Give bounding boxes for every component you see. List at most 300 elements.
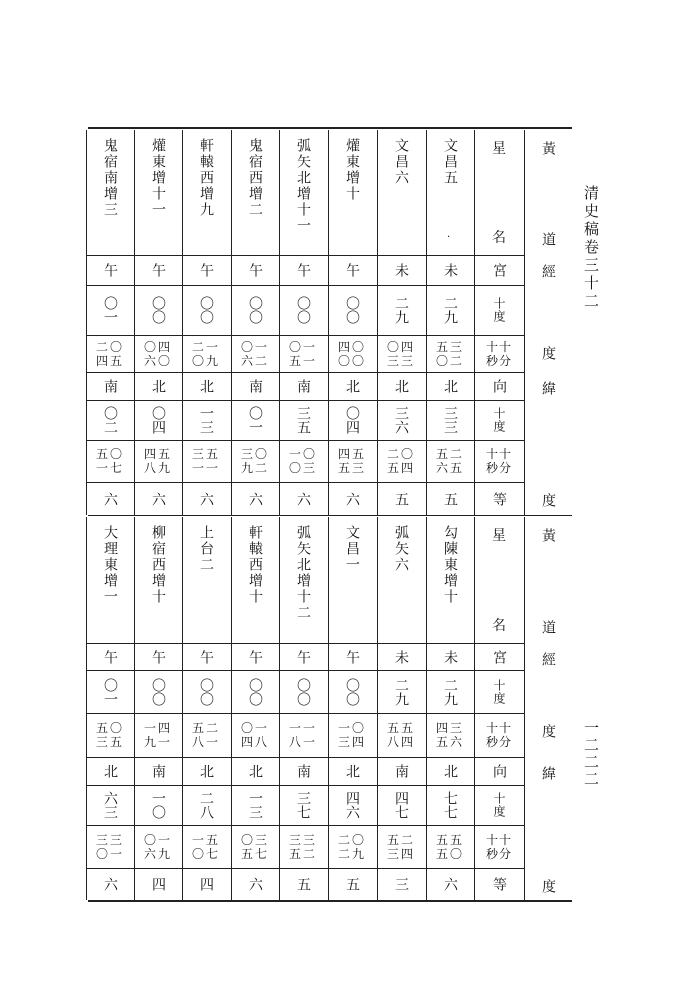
value-cell-lat-min-text: 〇三 五七 [240, 832, 269, 861]
value-cell-lon-deg [182, 285, 230, 335]
value-cell-magnitude [231, 868, 279, 900]
value-cell-direction-text: 北 [442, 379, 458, 393]
value-cell-direction [328, 372, 376, 400]
value-cell-lat-deg-text: 三七 [295, 791, 311, 819]
label-degree [474, 785, 524, 825]
value-cell-palace-text: 未 [393, 649, 409, 664]
value-cell-lon-deg-text: 〇〇 [198, 296, 214, 324]
value-cell-lat-min-text: 二〇 五四 [386, 447, 415, 475]
star-name-cell-text: 上台二 [198, 525, 214, 573]
label-magnitude-text: 等 [491, 877, 507, 891]
label-direction [474, 757, 524, 785]
label-magnitude-text: 等 [491, 491, 507, 506]
value-cell-direction [134, 757, 182, 785]
value-cell-lon-min [426, 335, 474, 372]
value-cell-lat-min [328, 825, 376, 868]
label-star: 星 [492, 141, 506, 157]
value-cell-lat-deg [86, 785, 134, 825]
value-cell-direction-text: 南 [295, 379, 311, 393]
value-cell-lat-min [279, 825, 327, 868]
header-du [524, 343, 572, 363]
value-cell-palace-text: 未 [442, 649, 458, 664]
value-cell-magnitude [86, 482, 134, 515]
star-name-cell [328, 130, 376, 263]
value-cell-lon-min-text: 〇一 五一 [288, 339, 317, 368]
value-cell-lat-min [182, 825, 230, 868]
value-cell-lon-deg [134, 670, 182, 713]
value-cell-magnitude [134, 482, 182, 515]
value-cell-lon-min-text: 二〇 四五 [95, 339, 124, 368]
value-cell-lon-min [279, 335, 327, 372]
value-cell-lat-deg [279, 400, 327, 440]
value-cell-direction [377, 757, 425, 785]
value-cell-direction-text: 北 [102, 764, 118, 778]
value-cell-magnitude [328, 482, 376, 515]
value-cell-magnitude-text: 五 [442, 491, 458, 506]
value-cell-palace-text: 午 [295, 649, 311, 664]
star-name-cell-text: 爟東增十 [344, 138, 360, 202]
value-cell-lon-min-text: 一一 八一 [288, 721, 317, 749]
header-huang [524, 525, 572, 545]
star-name-cell [134, 130, 182, 263]
value-cell-magnitude [86, 868, 134, 900]
value-cell-lat-deg-text: 二八 [198, 791, 214, 819]
value-cell-palace [134, 643, 182, 670]
value-cell-lon-min-text: 〇四 三三 [386, 339, 415, 368]
star-name-cell [279, 517, 327, 651]
header-dao-text: 道 [540, 620, 556, 634]
header-dao-text: 道 [540, 232, 556, 246]
value-cell-lat-deg-text: 〇二 [102, 406, 118, 434]
running-head: 清史稿卷三十二 [582, 185, 600, 311]
header-wei-text: 緯 [540, 381, 556, 395]
value-cell-direction-text: 北 [247, 764, 263, 778]
label-min-sec [474, 713, 524, 757]
column-rule [524, 517, 525, 900]
table-top-rule [88, 127, 572, 129]
value-cell-lon-min [182, 335, 230, 372]
header-du [524, 490, 572, 510]
label-name: 名 [492, 618, 506, 634]
value-cell-lon-deg-text: 〇一 [102, 677, 118, 706]
value-cell-magnitude-text: 六 [102, 877, 118, 891]
star-name-cell [182, 517, 230, 651]
value-cell-lat-deg [231, 785, 279, 825]
value-cell-lat-deg [377, 785, 425, 825]
value-cell-lon-deg [182, 670, 230, 713]
value-cell-direction-text: 北 [393, 379, 409, 393]
page-number: 一二二二 [582, 720, 600, 788]
value-cell-lat-min [86, 825, 134, 868]
value-cell-lat-deg-text: 六三 [102, 791, 118, 819]
value-cell-magnitude-text: 六 [247, 491, 263, 506]
value-cell-lon-deg-text: 〇〇 [295, 296, 311, 324]
value-cell-direction [279, 757, 327, 785]
value-cell-lon-deg-text: 〇〇 [295, 677, 311, 706]
value-cell-palace-text: 午 [295, 263, 311, 277]
star-name-cell-text: 文昌六 [393, 138, 409, 186]
value-cell-magnitude [279, 482, 327, 515]
value-cell-palace [134, 255, 182, 285]
value-cell-lon-deg [328, 670, 376, 713]
value-cell-magnitude-text: 六 [150, 491, 166, 506]
label-degree [474, 670, 524, 713]
value-cell-palace-text: 午 [102, 263, 118, 277]
label-star-name [474, 130, 524, 255]
value-cell-lat-deg [328, 400, 376, 440]
star-name-cell [134, 517, 182, 651]
star-name-cell [377, 517, 425, 651]
value-cell-lon-min-text: 四〇 〇〇 [337, 339, 366, 368]
value-cell-lat-deg [182, 400, 230, 440]
value-cell-lat-min [279, 440, 327, 482]
value-cell-palace-text: 午 [344, 649, 360, 664]
stray-dot: · [447, 232, 451, 243]
value-cell-magnitude-text: 三 [393, 877, 409, 891]
value-cell-lat-min-text: 三三 〇一 [95, 832, 124, 861]
value-cell-lat-deg-text: 三三 [442, 406, 458, 434]
star-name-cell-text: 文昌五 [442, 138, 458, 186]
star-name-cell-text: 軒轅西增十 [247, 525, 263, 605]
value-cell-lon-min-text: 一四 九一 [143, 721, 172, 749]
header-du-text: 度 [540, 346, 556, 360]
column-rule [524, 130, 525, 515]
value-cell-palace [426, 643, 474, 670]
value-cell-direction-text: 南 [247, 379, 263, 393]
value-cell-lon-deg [377, 670, 425, 713]
value-cell-palace [182, 255, 230, 285]
value-cell-lat-min-text: 三三 五二 [288, 832, 317, 861]
value-cell-magnitude [328, 868, 376, 900]
value-cell-lat-min [231, 440, 279, 482]
star-name-cell [377, 130, 425, 263]
header-jing-text: 經 [540, 652, 556, 666]
value-cell-palace [279, 643, 327, 670]
star-name-cell [426, 517, 474, 651]
value-cell-lat-min [182, 440, 230, 482]
value-cell-lon-deg-text: 〇〇 [344, 296, 360, 324]
value-cell-palace-text: 午 [247, 649, 263, 664]
value-cell-lon-deg-text: 〇一 [102, 296, 118, 324]
value-cell-lon-min [86, 335, 134, 372]
value-cell-palace [328, 643, 376, 670]
value-cell-lat-deg [377, 400, 425, 440]
star-name-cell [279, 130, 327, 263]
value-cell-lon-deg [231, 285, 279, 335]
value-cell-palace [86, 643, 134, 670]
label-magnitude [474, 482, 524, 515]
value-cell-lon-min [377, 713, 425, 757]
value-cell-lat-deg-text: 三五 [295, 406, 311, 434]
value-cell-direction-text: 北 [344, 764, 360, 778]
value-cell-palace-text: 午 [198, 649, 214, 664]
value-cell-palace-text: 未 [393, 263, 409, 277]
value-cell-palace-text: 午 [198, 263, 214, 277]
value-cell-lat-min [86, 440, 134, 482]
value-cell-palace-text: 午 [344, 263, 360, 277]
value-cell-lat-deg [86, 400, 134, 440]
star-name-cell [328, 517, 376, 651]
value-cell-lon-deg [231, 670, 279, 713]
value-cell-direction-text: 南 [295, 764, 311, 778]
value-cell-lat-min [426, 440, 474, 482]
value-cell-lat-min-text: 五五 五〇 [435, 832, 464, 861]
value-cell-lat-deg-text: 一三 [247, 791, 263, 819]
label-min-sec [474, 825, 524, 868]
header-wei [524, 763, 572, 783]
value-cell-lon-deg-text: 〇〇 [344, 677, 360, 706]
value-cell-lon-min [279, 713, 327, 757]
value-cell-lat-min-text: 四五 八九 [143, 447, 172, 475]
value-cell-direction [231, 757, 279, 785]
value-cell-magnitude [377, 868, 425, 900]
star-name-cell-text: 文昌一 [344, 525, 360, 573]
label-star-name [474, 517, 524, 643]
value-cell-lon-deg [426, 670, 474, 713]
value-cell-magnitude [231, 482, 279, 515]
label-star: 星 [492, 528, 506, 544]
value-cell-direction-text: 北 [198, 379, 214, 393]
value-cell-lat-deg-text: 四七 [393, 791, 409, 819]
value-cell-magnitude-text: 五 [393, 491, 409, 506]
value-cell-lon-deg [279, 285, 327, 335]
label-direction-text: 向 [491, 764, 507, 778]
value-cell-lat-min-text: 三五 一一 [191, 447, 220, 475]
value-cell-lon-min [328, 713, 376, 757]
label-palace-text: 宮 [491, 649, 507, 664]
value-cell-lon-min [426, 713, 474, 757]
value-cell-palace [231, 643, 279, 670]
star-name-cell-text: 鬼宿南增三 [102, 138, 118, 218]
header-du-text: 度 [540, 724, 556, 738]
value-cell-lon-min [377, 335, 425, 372]
value-cell-lon-min [231, 713, 279, 757]
star-name-cell [426, 130, 474, 263]
star-name-cell-text: 軒轅西增九 [198, 138, 214, 218]
star-name-cell-text: 弧矢北增十二 [295, 525, 311, 621]
value-cell-lon-min [134, 335, 182, 372]
label-min-sec [474, 335, 524, 372]
value-cell-magnitude [426, 482, 474, 515]
header-du-text: 度 [540, 879, 556, 893]
value-cell-lat-deg [279, 785, 327, 825]
value-cell-direction [86, 757, 134, 785]
label-degree-text: 十度 [492, 407, 506, 433]
value-cell-lat-min [134, 440, 182, 482]
value-cell-direction [86, 372, 134, 400]
value-cell-magnitude-text: 六 [102, 491, 118, 506]
value-cell-magnitude [377, 482, 425, 515]
value-cell-lat-min [426, 825, 474, 868]
value-cell-direction-text: 北 [344, 379, 360, 393]
value-cell-lon-deg-text: 〇〇 [150, 296, 166, 324]
header-du [524, 721, 572, 741]
value-cell-lat-min [134, 825, 182, 868]
value-cell-palace-text: 午 [247, 263, 263, 277]
value-cell-magnitude [426, 868, 474, 900]
value-cell-direction [426, 372, 474, 400]
value-cell-palace [182, 643, 230, 670]
value-cell-lon-min-text: 四三 五六 [435, 721, 464, 749]
value-cell-lat-min-text: 四五 五三 [337, 447, 366, 475]
value-cell-lat-deg-text: 〇一 [247, 406, 263, 434]
value-cell-direction [182, 757, 230, 785]
value-cell-lon-deg-text: 二九 [442, 296, 458, 324]
table-bottom-rule [88, 900, 572, 902]
value-cell-direction [134, 372, 182, 400]
value-cell-direction [231, 372, 279, 400]
value-cell-direction-text: 南 [102, 379, 118, 393]
value-cell-lon-min-text: 〇一 六二 [240, 339, 269, 368]
value-cell-lat-min [231, 825, 279, 868]
value-cell-lon-deg-text: 二九 [393, 677, 409, 706]
value-cell-lon-min-text: 五〇 三五 [95, 721, 124, 749]
value-cell-lon-min-text: 五三 〇二 [435, 339, 464, 368]
value-cell-lon-min [86, 713, 134, 757]
value-cell-lon-deg-text: 〇〇 [247, 677, 263, 706]
value-cell-lat-deg [134, 400, 182, 440]
value-cell-direction [279, 372, 327, 400]
value-cell-direction-text: 南 [150, 764, 166, 778]
value-cell-magnitude [279, 868, 327, 900]
value-cell-lat-min-text: 〇一 六九 [143, 832, 172, 861]
value-cell-lon-deg [86, 285, 134, 335]
value-cell-magnitude-text: 四 [150, 877, 166, 891]
value-cell-lat-min-text: 一五 〇七 [191, 832, 220, 861]
value-cell-lon-min-text: 五二 八一 [191, 721, 220, 749]
value-cell-lon-deg [377, 285, 425, 335]
value-cell-lat-deg [134, 785, 182, 825]
value-cell-magnitude-text: 六 [442, 877, 458, 891]
section-divider [88, 515, 572, 516]
value-cell-direction-text: 北 [442, 764, 458, 778]
star-name-cell-text: 大理東增一 [102, 525, 118, 605]
value-cell-lon-deg [328, 285, 376, 335]
star-name-cell [182, 130, 230, 263]
value-cell-lon-deg [426, 285, 474, 335]
value-cell-direction [328, 757, 376, 785]
value-cell-palace-text: 未 [442, 263, 458, 277]
value-cell-lon-deg [279, 670, 327, 713]
value-cell-palace-text: 午 [150, 263, 166, 277]
value-cell-lat-deg [182, 785, 230, 825]
star-name-cell-text: 弧矢六 [393, 525, 409, 573]
label-magnitude [474, 868, 524, 900]
header-du [524, 876, 572, 896]
label-degree-text: 十度 [492, 678, 506, 705]
value-cell-magnitude-text: 六 [344, 491, 360, 506]
value-cell-lon-min-text: 一〇 三四 [337, 721, 366, 749]
value-cell-lat-min-text: 五二 三四 [386, 832, 415, 861]
value-cell-direction [426, 757, 474, 785]
value-cell-lat-deg [426, 785, 474, 825]
value-cell-lon-deg-text: 〇〇 [150, 677, 166, 706]
value-cell-lat-min-text: 一〇 〇三 [288, 447, 317, 475]
value-cell-magnitude-text: 六 [247, 877, 263, 891]
value-cell-lon-deg [134, 285, 182, 335]
header-huang [524, 138, 572, 158]
header-jing [524, 649, 572, 669]
value-cell-lon-min [182, 713, 230, 757]
star-name-cell-text: 勾陳東增十 [442, 525, 458, 605]
value-cell-magnitude-text: 四 [198, 877, 214, 891]
value-cell-lat-deg-text: 一〇 [150, 791, 166, 819]
value-cell-magnitude-text: 六 [295, 491, 311, 506]
value-cell-lat-deg-text: 一三 [198, 406, 214, 434]
label-direction-text: 向 [491, 379, 507, 393]
star-name-cell [231, 130, 279, 263]
header-wei-text: 緯 [540, 766, 556, 780]
value-cell-lat-deg [328, 785, 376, 825]
value-cell-magnitude-text: 六 [198, 491, 214, 506]
value-cell-palace [377, 643, 425, 670]
value-cell-lat-deg-text: 〇四 [344, 406, 360, 434]
value-cell-direction-text: 北 [150, 379, 166, 393]
value-cell-lat-deg-text: 三六 [393, 406, 409, 434]
value-cell-direction-text: 南 [393, 764, 409, 778]
value-cell-lat-min [377, 825, 425, 868]
value-cell-magnitude-text: 五 [344, 877, 360, 891]
value-cell-lon-min-text: 二一 〇九 [191, 339, 220, 368]
label-degree-text: 十度 [492, 297, 506, 323]
value-cell-lat-min-text: 五〇 一七 [95, 447, 124, 475]
value-cell-lat-min [377, 440, 425, 482]
header-dao [524, 229, 572, 249]
label-min-sec-text: 十十 秒分 [485, 721, 512, 749]
value-cell-lon-deg [86, 670, 134, 713]
header-huang-text: 黃 [540, 141, 556, 155]
header-du-text: 度 [540, 493, 556, 507]
star-name-cell [231, 517, 279, 651]
value-cell-palace [86, 255, 134, 285]
label-degree [474, 285, 524, 335]
value-cell-lat-min-text: 三〇 九二 [240, 447, 269, 475]
value-cell-palace [426, 255, 474, 285]
value-cell-lon-min-text: 五五 八四 [386, 721, 415, 749]
label-min-sec [474, 440, 524, 482]
value-cell-lon-deg-text: 〇〇 [247, 296, 263, 324]
value-cell-lat-min [328, 440, 376, 482]
value-cell-palace-text: 午 [150, 649, 166, 664]
star-name-cell-text: 爟東增十一 [150, 138, 166, 218]
value-cell-lat-deg-text: 〇四 [150, 406, 166, 434]
value-cell-lon-deg-text: 二九 [442, 677, 458, 706]
label-degree [474, 400, 524, 440]
header-dao [524, 617, 572, 637]
header-wei [524, 378, 572, 398]
star-name-cell-text: 鬼宿西增二 [247, 138, 263, 218]
value-cell-lat-deg [231, 400, 279, 440]
label-palace [474, 643, 524, 670]
value-cell-direction [182, 372, 230, 400]
value-cell-lon-deg-text: 二九 [393, 296, 409, 324]
value-cell-magnitude [134, 868, 182, 900]
header-jing-text: 經 [540, 264, 556, 278]
value-cell-palace [377, 255, 425, 285]
value-cell-palace [328, 255, 376, 285]
label-direction [474, 372, 524, 400]
header-jing [524, 261, 572, 281]
star-name-cell-text: 柳宿西增十 [150, 525, 166, 605]
value-cell-lat-min-text: 二〇 二九 [337, 832, 366, 861]
value-cell-palace [279, 255, 327, 285]
star-name-cell-text: 弧矢北增十一 [295, 138, 311, 234]
label-min-sec-text: 十十 秒分 [485, 832, 512, 861]
value-cell-palace-text: 午 [102, 649, 118, 664]
value-cell-magnitude-text: 五 [295, 877, 311, 891]
value-cell-direction-text: 北 [198, 764, 214, 778]
value-cell-magnitude [182, 868, 230, 900]
